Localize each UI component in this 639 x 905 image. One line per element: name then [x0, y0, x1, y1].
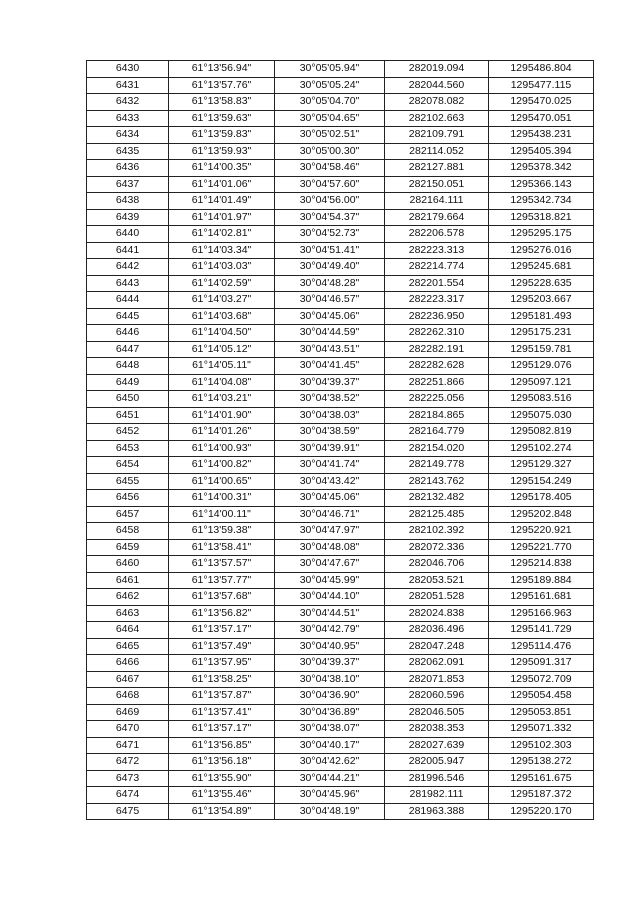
- y-coordinate-cell: 1295203.667: [489, 292, 594, 309]
- latitude-cell: 61°13'57.49": [169, 638, 275, 655]
- y-coordinate-cell: 1295214.838: [489, 556, 594, 573]
- y-coordinate-cell: 1295405.394: [489, 143, 594, 160]
- point-number-cell: 6465: [87, 638, 169, 655]
- x-coordinate-cell: 282206.578: [385, 226, 489, 243]
- y-coordinate-cell: 1295378.342: [489, 160, 594, 177]
- latitude-cell: 61°14'04.08": [169, 374, 275, 391]
- point-number-cell: 6468: [87, 688, 169, 705]
- table-row: [87, 440, 594, 457]
- y-coordinate-cell: 1295072.709: [489, 671, 594, 688]
- point-number-cell: 6471: [87, 737, 169, 754]
- point-number-cell: 6433: [87, 110, 169, 127]
- y-coordinate-cell: 1295154.249: [489, 473, 594, 490]
- latitude-cell: 61°14'05.11": [169, 358, 275, 375]
- y-coordinate-cell: 1295097.121: [489, 374, 594, 391]
- table-row: [87, 424, 594, 441]
- x-coordinate-cell: 282036.496: [385, 622, 489, 639]
- longitude-cell: 30°04'36.89": [275, 704, 385, 721]
- y-coordinate-cell: 1295114.476: [489, 638, 594, 655]
- latitude-cell: 61°13'56.82": [169, 605, 275, 622]
- x-coordinate-cell: 282154.020: [385, 440, 489, 457]
- y-coordinate-cell: 1295470.025: [489, 94, 594, 111]
- latitude-cell: 61°13'56.18": [169, 754, 275, 771]
- longitude-cell: 30°04'51.41": [275, 242, 385, 259]
- longitude-cell: 30°04'56.00": [275, 193, 385, 210]
- point-number-cell: 6455: [87, 473, 169, 490]
- longitude-cell: 30°04'46.71": [275, 506, 385, 523]
- x-coordinate-cell: 282051.528: [385, 589, 489, 606]
- x-coordinate-cell: 282143.762: [385, 473, 489, 490]
- table-row: [87, 209, 594, 226]
- x-coordinate-cell: 282078.082: [385, 94, 489, 111]
- longitude-cell: 30°04'46.57": [275, 292, 385, 309]
- point-number-cell: 6463: [87, 605, 169, 622]
- x-coordinate-cell: 282046.505: [385, 704, 489, 721]
- latitude-cell: 61°13'56.94": [169, 61, 275, 78]
- y-coordinate-cell: 1295175.231: [489, 325, 594, 342]
- table-row: [87, 292, 594, 309]
- latitude-cell: 61°14'01.49": [169, 193, 275, 210]
- x-coordinate-cell: 282164.111: [385, 193, 489, 210]
- x-coordinate-cell: 282184.865: [385, 407, 489, 424]
- y-coordinate-cell: 1295054.458: [489, 688, 594, 705]
- y-coordinate-cell: 1295141.729: [489, 622, 594, 639]
- point-number-cell: 6435: [87, 143, 169, 160]
- y-coordinate-cell: 1295276.016: [489, 242, 594, 259]
- table-row: [87, 308, 594, 325]
- y-coordinate-cell: 1295091.317: [489, 655, 594, 672]
- table-row: [87, 110, 594, 127]
- longitude-cell: 30°05'04.65": [275, 110, 385, 127]
- latitude-cell: 61°13'57.77": [169, 572, 275, 589]
- y-coordinate-cell: 1295082.819: [489, 424, 594, 441]
- point-number-cell: 6434: [87, 127, 169, 144]
- table-row: [87, 506, 594, 523]
- longitude-cell: 30°04'38.03": [275, 407, 385, 424]
- x-coordinate-cell: 282102.392: [385, 523, 489, 540]
- y-coordinate-cell: 1295161.675: [489, 770, 594, 787]
- y-coordinate-cell: 1295187.372: [489, 787, 594, 804]
- latitude-cell: 61°14'01.97": [169, 209, 275, 226]
- point-number-cell: 6462: [87, 589, 169, 606]
- point-number-cell: 6458: [87, 523, 169, 540]
- table-row: [87, 655, 594, 672]
- longitude-cell: 30°04'58.46": [275, 160, 385, 177]
- y-coordinate-cell: 1295102.274: [489, 440, 594, 457]
- point-number-cell: 6449: [87, 374, 169, 391]
- table-row: [87, 787, 594, 804]
- latitude-cell: 61°14'04.50": [169, 325, 275, 342]
- longitude-cell: 30°04'39.91": [275, 440, 385, 457]
- longitude-cell: 30°04'38.52": [275, 391, 385, 408]
- longitude-cell: 30°05'00.30": [275, 143, 385, 160]
- table-row: [87, 226, 594, 243]
- longitude-cell: 30°04'44.10": [275, 589, 385, 606]
- x-coordinate-cell: 282102.663: [385, 110, 489, 127]
- table-row: [87, 770, 594, 787]
- longitude-cell: 30°04'38.59": [275, 424, 385, 441]
- y-coordinate-cell: 1295181.493: [489, 308, 594, 325]
- point-number-cell: 6464: [87, 622, 169, 639]
- table-row: [87, 374, 594, 391]
- latitude-cell: 61°14'01.26": [169, 424, 275, 441]
- x-coordinate-cell: 282214.774: [385, 259, 489, 276]
- y-coordinate-cell: 1295470.051: [489, 110, 594, 127]
- coordinates-table-body: [87, 61, 594, 820]
- point-number-cell: 6474: [87, 787, 169, 804]
- x-coordinate-cell: 282251.866: [385, 374, 489, 391]
- point-number-cell: 6457: [87, 506, 169, 523]
- table-row: [87, 77, 594, 94]
- latitude-cell: 61°14'03.34": [169, 242, 275, 259]
- y-coordinate-cell: 1295071.332: [489, 721, 594, 738]
- latitude-cell: 61°13'57.41": [169, 704, 275, 721]
- point-number-cell: 6475: [87, 803, 169, 820]
- point-number-cell: 6430: [87, 61, 169, 78]
- latitude-cell: 61°13'57.17": [169, 622, 275, 639]
- point-number-cell: 6442: [87, 259, 169, 276]
- table-row: [87, 737, 594, 754]
- point-number-cell: 6438: [87, 193, 169, 210]
- point-number-cell: 6450: [87, 391, 169, 408]
- x-coordinate-cell: 282201.554: [385, 275, 489, 292]
- latitude-cell: 61°14'00.93": [169, 440, 275, 457]
- point-number-cell: 6445: [87, 308, 169, 325]
- longitude-cell: 30°04'48.08": [275, 539, 385, 556]
- longitude-cell: 30°05'05.94": [275, 61, 385, 78]
- latitude-cell: 61°13'57.68": [169, 589, 275, 606]
- y-coordinate-cell: 1295366.143: [489, 176, 594, 193]
- table-row: [87, 176, 594, 193]
- x-coordinate-cell: 282019.094: [385, 61, 489, 78]
- x-coordinate-cell: 282282.628: [385, 358, 489, 375]
- latitude-cell: 61°13'57.17": [169, 721, 275, 738]
- latitude-cell: 61°13'59.93": [169, 143, 275, 160]
- y-coordinate-cell: 1295189.884: [489, 572, 594, 589]
- table-row: [87, 721, 594, 738]
- point-number-cell: 6436: [87, 160, 169, 177]
- y-coordinate-cell: 1295166.963: [489, 605, 594, 622]
- latitude-cell: 61°14'00.35": [169, 160, 275, 177]
- point-number-cell: 6472: [87, 754, 169, 771]
- longitude-cell: 30°04'38.07": [275, 721, 385, 738]
- x-coordinate-cell: 282225.056: [385, 391, 489, 408]
- longitude-cell: 30°04'39.37": [275, 655, 385, 672]
- longitude-cell: 30°05'02.51": [275, 127, 385, 144]
- y-coordinate-cell: 1295075.030: [489, 407, 594, 424]
- longitude-cell: 30°04'40.95": [275, 638, 385, 655]
- longitude-cell: 30°04'38.10": [275, 671, 385, 688]
- y-coordinate-cell: 1295159.781: [489, 341, 594, 358]
- point-number-cell: 6437: [87, 176, 169, 193]
- y-coordinate-cell: 1295129.076: [489, 358, 594, 375]
- y-coordinate-cell: 1295295.175: [489, 226, 594, 243]
- x-coordinate-cell: 282071.853: [385, 671, 489, 688]
- latitude-cell: 61°14'03.68": [169, 308, 275, 325]
- longitude-cell: 30°04'41.45": [275, 358, 385, 375]
- point-number-cell: 6466: [87, 655, 169, 672]
- longitude-cell: 30°04'43.51": [275, 341, 385, 358]
- y-coordinate-cell: 1295245.681: [489, 259, 594, 276]
- point-number-cell: 6441: [87, 242, 169, 259]
- point-number-cell: 6439: [87, 209, 169, 226]
- point-number-cell: 6459: [87, 539, 169, 556]
- latitude-cell: 61°13'59.63": [169, 110, 275, 127]
- longitude-cell: 30°04'40.17": [275, 737, 385, 754]
- x-coordinate-cell: 282262.310: [385, 325, 489, 342]
- y-coordinate-cell: 1295318.821: [489, 209, 594, 226]
- coordinates-table: [86, 60, 594, 820]
- table-row: [87, 407, 594, 424]
- y-coordinate-cell: 1295342.734: [489, 193, 594, 210]
- point-number-cell: 6453: [87, 440, 169, 457]
- table-row: [87, 688, 594, 705]
- x-coordinate-cell: 282060.596: [385, 688, 489, 705]
- table-row: [87, 325, 594, 342]
- table-row: [87, 259, 594, 276]
- point-number-cell: 6467: [87, 671, 169, 688]
- longitude-cell: 30°04'48.28": [275, 275, 385, 292]
- table-row: [87, 803, 594, 820]
- x-coordinate-cell: 282053.521: [385, 572, 489, 589]
- x-coordinate-cell: 282044.560: [385, 77, 489, 94]
- longitude-cell: 30°04'36.90": [275, 688, 385, 705]
- longitude-cell: 30°04'54.37": [275, 209, 385, 226]
- table-row: [87, 589, 594, 606]
- longitude-cell: 30°04'45.96": [275, 787, 385, 804]
- longitude-cell: 30°04'39.37": [275, 374, 385, 391]
- point-number-cell: 6456: [87, 490, 169, 507]
- point-number-cell: 6446: [87, 325, 169, 342]
- point-number-cell: 6451: [87, 407, 169, 424]
- point-number-cell: 6469: [87, 704, 169, 721]
- table-row: [87, 605, 594, 622]
- latitude-cell: 61°14'00.65": [169, 473, 275, 490]
- point-number-cell: 6443: [87, 275, 169, 292]
- table-row: [87, 622, 594, 639]
- y-coordinate-cell: 1295221.770: [489, 539, 594, 556]
- latitude-cell: 61°14'01.90": [169, 407, 275, 424]
- x-coordinate-cell: 282024.838: [385, 605, 489, 622]
- point-number-cell: 6448: [87, 358, 169, 375]
- longitude-cell: 30°04'43.42": [275, 473, 385, 490]
- latitude-cell: 61°14'00.31": [169, 490, 275, 507]
- x-coordinate-cell: 282223.313: [385, 242, 489, 259]
- table-row: [87, 341, 594, 358]
- latitude-cell: 61°14'03.21": [169, 391, 275, 408]
- latitude-cell: 61°13'59.83": [169, 127, 275, 144]
- x-coordinate-cell: 282236.950: [385, 308, 489, 325]
- latitude-cell: 61°13'55.90": [169, 770, 275, 787]
- latitude-cell: 61°14'00.11": [169, 506, 275, 523]
- table-row: [87, 94, 594, 111]
- y-coordinate-cell: 1295220.921: [489, 523, 594, 540]
- x-coordinate-cell: 282149.778: [385, 457, 489, 474]
- table-row: [87, 358, 594, 375]
- latitude-cell: 61°13'57.76": [169, 77, 275, 94]
- y-coordinate-cell: 1295202.848: [489, 506, 594, 523]
- x-coordinate-cell: 282282.191: [385, 341, 489, 358]
- latitude-cell: 61°14'02.59": [169, 275, 275, 292]
- latitude-cell: 61°14'03.27": [169, 292, 275, 309]
- table-row: [87, 523, 594, 540]
- latitude-cell: 61°13'54.89": [169, 803, 275, 820]
- point-number-cell: 6444: [87, 292, 169, 309]
- point-number-cell: 6447: [87, 341, 169, 358]
- table-row: [87, 473, 594, 490]
- table-row: [87, 539, 594, 556]
- point-number-cell: 6470: [87, 721, 169, 738]
- longitude-cell: 30°04'52.73": [275, 226, 385, 243]
- x-coordinate-cell: 282164.779: [385, 424, 489, 441]
- x-coordinate-cell: 282223.317: [385, 292, 489, 309]
- table-row: [87, 638, 594, 655]
- y-coordinate-cell: 1295138.272: [489, 754, 594, 771]
- longitude-cell: 30°04'44.59": [275, 325, 385, 342]
- x-coordinate-cell: 282125.485: [385, 506, 489, 523]
- x-coordinate-cell: 282047.248: [385, 638, 489, 655]
- latitude-cell: 61°13'58.41": [169, 539, 275, 556]
- table-row: [87, 556, 594, 573]
- point-number-cell: 6454: [87, 457, 169, 474]
- longitude-cell: 30°04'45.06": [275, 308, 385, 325]
- y-coordinate-cell: 1295477.115: [489, 77, 594, 94]
- x-coordinate-cell: 281963.388: [385, 803, 489, 820]
- y-coordinate-cell: 1295228.635: [489, 275, 594, 292]
- latitude-cell: 61°13'57.57": [169, 556, 275, 573]
- latitude-cell: 61°14'00.82": [169, 457, 275, 474]
- longitude-cell: 30°04'49.40": [275, 259, 385, 276]
- table-row: [87, 61, 594, 78]
- x-coordinate-cell: 281996.546: [385, 770, 489, 787]
- longitude-cell: 30°04'45.06": [275, 490, 385, 507]
- table-row: [87, 572, 594, 589]
- latitude-cell: 61°13'58.25": [169, 671, 275, 688]
- longitude-cell: 30°04'41.74": [275, 457, 385, 474]
- y-coordinate-cell: 1295053.851: [489, 704, 594, 721]
- latitude-cell: 61°14'05.12": [169, 341, 275, 358]
- table-row: [87, 275, 594, 292]
- x-coordinate-cell: 282005.947: [385, 754, 489, 771]
- longitude-cell: 30°04'47.67": [275, 556, 385, 573]
- x-coordinate-cell: 282132.482: [385, 490, 489, 507]
- y-coordinate-cell: 1295102.303: [489, 737, 594, 754]
- x-coordinate-cell: 282150.051: [385, 176, 489, 193]
- latitude-cell: 61°13'58.83": [169, 94, 275, 111]
- point-number-cell: 6460: [87, 556, 169, 573]
- latitude-cell: 61°14'01.06": [169, 176, 275, 193]
- y-coordinate-cell: 1295178.405: [489, 490, 594, 507]
- longitude-cell: 30°04'48.19": [275, 803, 385, 820]
- point-number-cell: 6473: [87, 770, 169, 787]
- y-coordinate-cell: 1295083.516: [489, 391, 594, 408]
- table-row: [87, 160, 594, 177]
- y-coordinate-cell: 1295438.231: [489, 127, 594, 144]
- latitude-cell: 61°13'57.95": [169, 655, 275, 672]
- y-coordinate-cell: 1295220.170: [489, 803, 594, 820]
- longitude-cell: 30°04'44.51": [275, 605, 385, 622]
- latitude-cell: 61°13'57.87": [169, 688, 275, 705]
- table-row: [87, 127, 594, 144]
- x-coordinate-cell: 282062.091: [385, 655, 489, 672]
- table-row: [87, 754, 594, 771]
- table-row: [87, 671, 594, 688]
- point-number-cell: 6461: [87, 572, 169, 589]
- table-row: [87, 143, 594, 160]
- y-coordinate-cell: 1295486.804: [489, 61, 594, 78]
- longitude-cell: 30°04'47.97": [275, 523, 385, 540]
- point-number-cell: 6432: [87, 94, 169, 111]
- latitude-cell: 61°14'02.81": [169, 226, 275, 243]
- longitude-cell: 30°05'04.70": [275, 94, 385, 111]
- x-coordinate-cell: 282179.664: [385, 209, 489, 226]
- table-row: [87, 391, 594, 408]
- latitude-cell: 61°14'03.03": [169, 259, 275, 276]
- latitude-cell: 61°13'55.46": [169, 787, 275, 804]
- point-number-cell: 6431: [87, 77, 169, 94]
- point-number-cell: 6440: [87, 226, 169, 243]
- latitude-cell: 61°13'59.38": [169, 523, 275, 540]
- x-coordinate-cell: 282046.706: [385, 556, 489, 573]
- table-row: [87, 490, 594, 507]
- longitude-cell: 30°04'45.99": [275, 572, 385, 589]
- longitude-cell: 30°04'57.60": [275, 176, 385, 193]
- longitude-cell: 30°05'05.24": [275, 77, 385, 94]
- x-coordinate-cell: 282114.052: [385, 143, 489, 160]
- x-coordinate-cell: 282127.881: [385, 160, 489, 177]
- longitude-cell: 30°04'42.62": [275, 754, 385, 771]
- x-coordinate-cell: 281982.111: [385, 787, 489, 804]
- x-coordinate-cell: 282027.639: [385, 737, 489, 754]
- y-coordinate-cell: 1295129.327: [489, 457, 594, 474]
- table-row: [87, 457, 594, 474]
- table-row: [87, 193, 594, 210]
- longitude-cell: 30°04'42.79": [275, 622, 385, 639]
- table-row: [87, 704, 594, 721]
- x-coordinate-cell: 282072.336: [385, 539, 489, 556]
- table-row: [87, 242, 594, 259]
- point-number-cell: 6452: [87, 424, 169, 441]
- x-coordinate-cell: 282038.353: [385, 721, 489, 738]
- longitude-cell: 30°04'44.21": [275, 770, 385, 787]
- y-coordinate-cell: 1295161.681: [489, 589, 594, 606]
- x-coordinate-cell: 282109.791: [385, 127, 489, 144]
- latitude-cell: 61°13'56.85": [169, 737, 275, 754]
